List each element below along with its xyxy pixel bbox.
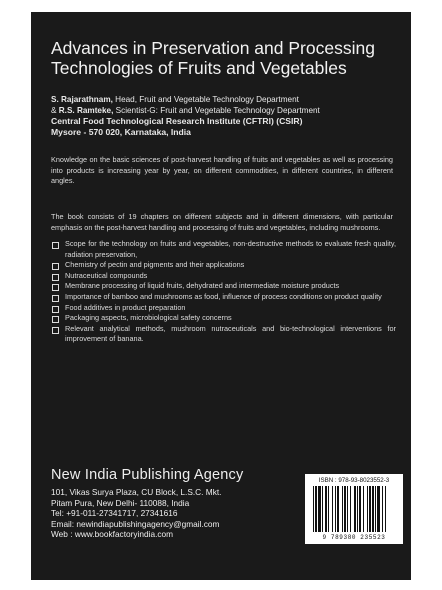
- list-item-text: Chemistry of pectin and pigments and their applications: [65, 260, 245, 270]
- bullet-box-icon: [52, 263, 59, 270]
- list-item-text: Scope for the technology on fruits and vegetables, non-destructive methods to evaluate fresh quality, radiation preservation,: [65, 239, 396, 259]
- institute-name: Central Food Technological Research Institute (CFTRI) (CSIR): [51, 116, 303, 126]
- bullet-box-icon: [52, 284, 59, 291]
- list-item-text: Membrane processing of liquid fruits, dehydrated and intermediate moisture products: [65, 281, 340, 291]
- author-1-role: Head, Fruit and Vegetable Technology Department: [112, 95, 299, 104]
- title-line-1: Advances in Preservation and Processing: [51, 38, 375, 58]
- list-item: [51, 260, 396, 271]
- author-1-name: S. Rajarathnam,: [51, 95, 113, 104]
- author-1: [51, 94, 406, 105]
- list-item-text: Importance of bamboo and mushrooms as food, influence of process conditions on product quality: [65, 291, 382, 301]
- author-2: [51, 105, 406, 116]
- book-title: [51, 38, 401, 78]
- isbn-label: ISBN : 978-93-8023552-3: [318, 477, 390, 484]
- publisher-email: Email: newindiapublishingagency@gmail.com: [51, 518, 220, 529]
- bullet-box-icon: [52, 306, 59, 313]
- publisher-website: Web : www.bookfactoryindia.com: [51, 529, 174, 539]
- contents-paragraph: The book consists of 19 chapters on different subjects and in different dimensions, with particular emphasis on the post-harvest handling and processing of fruits and vegetables, including mushrooms.: [51, 212, 393, 232]
- bullet-box-icon: [52, 242, 59, 249]
- list-item: [51, 313, 396, 324]
- address-line-2: Pitam Pura, New Delhi- 110088, India: [51, 497, 190, 508]
- title-line-2: Technologies of Fruits and Vegetables: [51, 58, 347, 78]
- back-cover: [31, 12, 411, 580]
- author-block: [51, 94, 406, 138]
- isbn-barcode: [305, 474, 403, 544]
- barcode-icon: [307, 486, 401, 534]
- list-item: [51, 239, 396, 260]
- list-item-text: Packaging aspects, microbiological safety concerns: [65, 313, 232, 323]
- intro-paragraph: Knowledge on the basic sciences of post-harvest handling of fruits and vegetables as well as processing into products is increasing year by year, on different commodities, in different countries, in different angles.: [51, 155, 393, 186]
- bullet-box-icon: [52, 295, 59, 302]
- bullet-box-icon: [52, 274, 59, 281]
- bullet-box-icon: [52, 316, 59, 323]
- barcode-number: 9 789380 235523: [322, 534, 386, 541]
- list-item: [51, 303, 396, 314]
- bullet-box-icon: [52, 327, 59, 334]
- list-item: [51, 281, 396, 292]
- publisher-block: [51, 466, 301, 540]
- institute-city: Mysore - 570 020, Karnataka, India: [51, 127, 191, 137]
- publisher-phone: Tel: +91-011-27341717, 27341616: [51, 508, 178, 518]
- list-item: [51, 292, 396, 303]
- list-item-text: Food additives in product preparation: [65, 302, 186, 312]
- list-item: [51, 324, 396, 345]
- list-item-text: Nutraceutical compounds: [65, 270, 148, 280]
- list-item: [51, 271, 396, 282]
- author-2-role: Scientist-G: Fruit and Vegetable Technology Department: [113, 106, 320, 115]
- publisher-address: [51, 487, 301, 540]
- list-item-text: Relevant analytical methods, mushroom nutraceuticals and bio-technological interventions for improvement of banana.: [65, 323, 396, 344]
- publisher-name: New India Publishing Agency: [51, 467, 244, 483]
- address-line-1: 101, Vikas Surya Plaza, CU Block, L.S.C. Mkt.: [51, 487, 222, 497]
- author-2-name: R.S. Ramteke,: [58, 106, 114, 115]
- topic-list: [51, 239, 396, 345]
- author-2-prefix: &: [51, 106, 59, 115]
